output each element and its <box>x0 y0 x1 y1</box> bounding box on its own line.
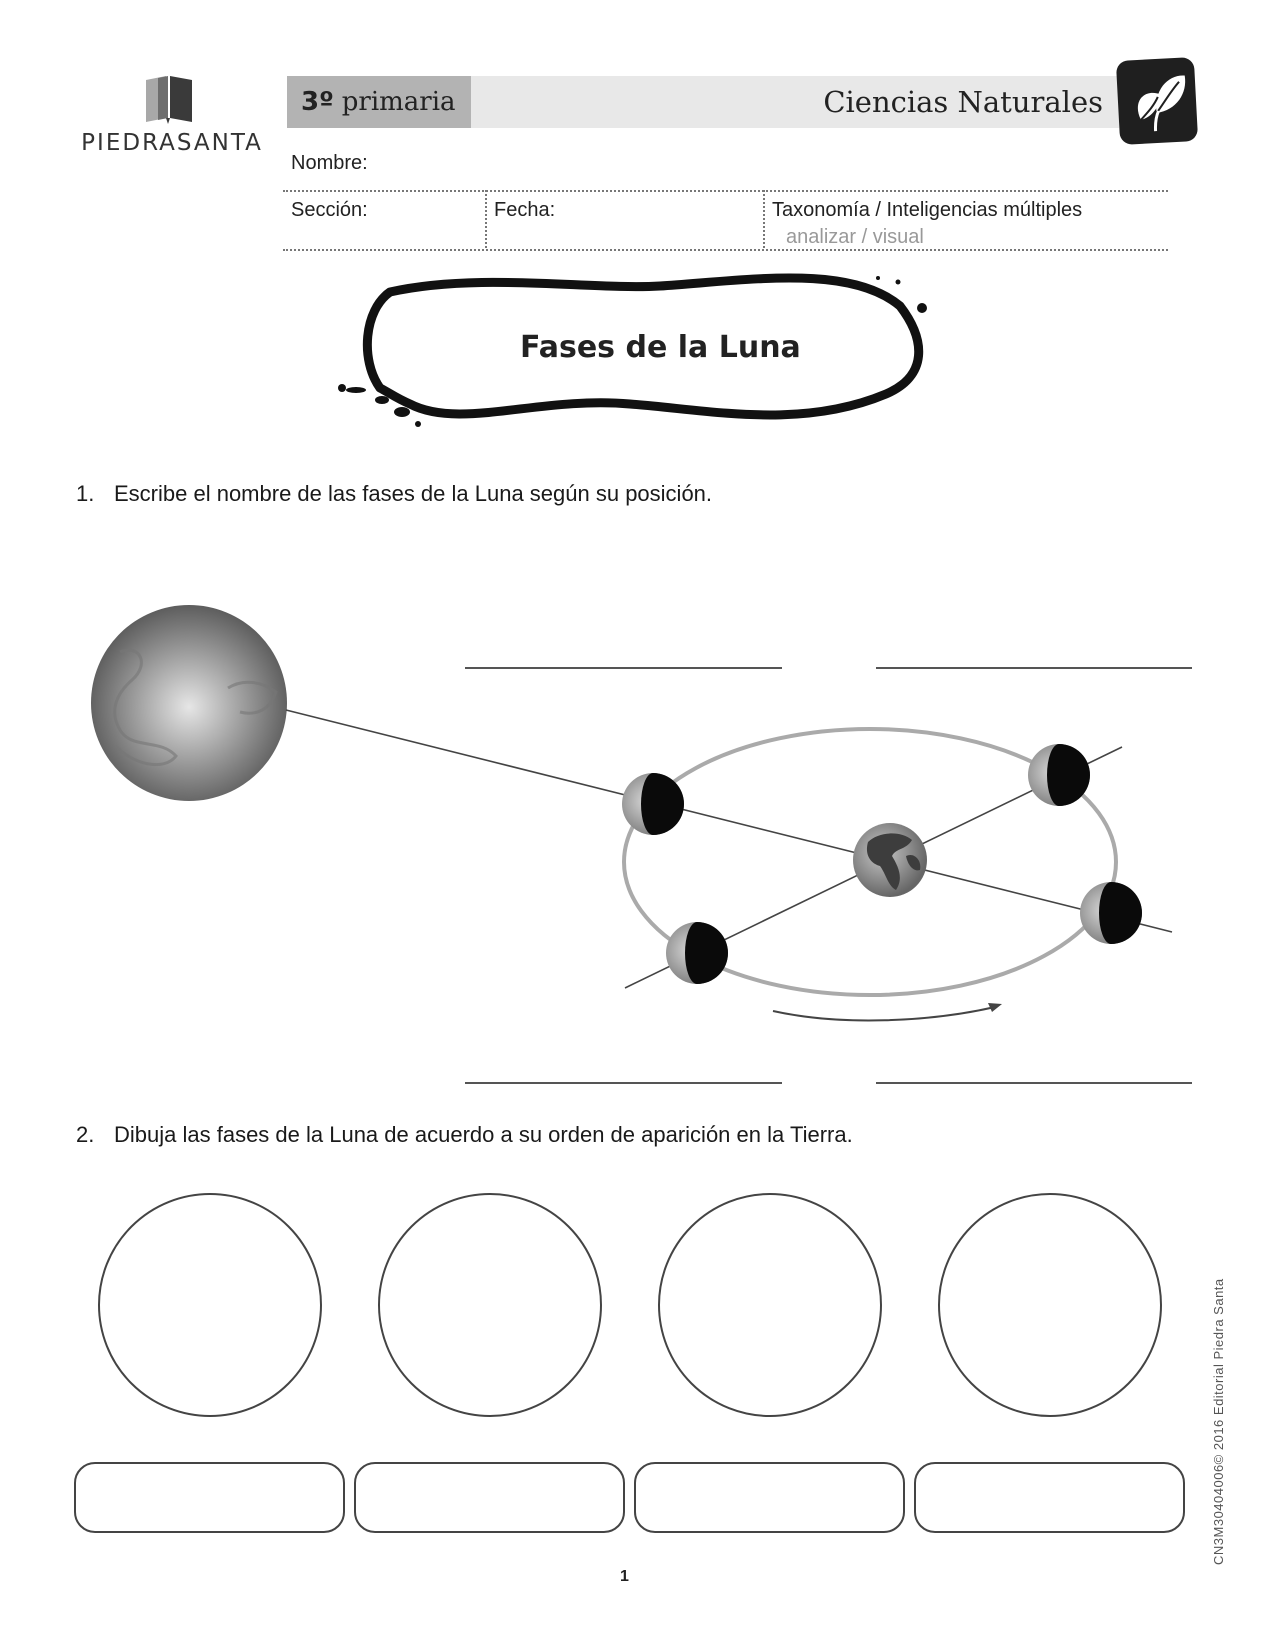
form-divider <box>485 190 487 248</box>
moon-phases-diagram <box>0 560 1275 1100</box>
moon <box>622 773 684 835</box>
page-number: 1 <box>620 1568 629 1585</box>
orbit-arrow <box>773 1007 995 1020</box>
moon <box>1080 882 1142 944</box>
label-box[interactable] <box>75 1463 344 1532</box>
grade-label <box>287 76 471 128</box>
grade-number: 3º <box>301 87 334 117</box>
question-text: Dibuja las fases de la Luna de acuerdo a su orden de aparición en la Tierra. <box>114 1122 853 1147</box>
taxonomy-value: analizar / visual <box>786 226 924 248</box>
question-number: 1. <box>76 481 95 506</box>
form-divider-top <box>283 190 1168 192</box>
question-1 <box>76 481 712 507</box>
form-divider-bottom <box>283 249 1168 251</box>
date-label: Fecha: <box>494 199 556 221</box>
form-divider <box>763 190 765 248</box>
moon <box>1028 744 1090 806</box>
label-box[interactable] <box>355 1463 624 1532</box>
book-icon <box>144 74 194 124</box>
subject-title <box>471 76 1119 128</box>
drawing-section <box>0 1190 1200 1540</box>
question-2 <box>76 1122 853 1148</box>
subject-text: Ciencias Naturales <box>823 85 1103 119</box>
publisher-name: PIEDRASANTA <box>81 130 263 156</box>
drawing-circle[interactable] <box>379 1194 601 1416</box>
copyright-code: CN3M30404006© 2016 Editorial Piedra Santa <box>1211 1278 1226 1565</box>
section-label: Sección: <box>291 199 368 221</box>
page-title: Fases de la Luna <box>520 330 801 365</box>
drawing-circle[interactable] <box>99 1194 321 1416</box>
label-box[interactable] <box>915 1463 1184 1532</box>
publisher-logo <box>72 74 272 164</box>
earth <box>853 823 927 897</box>
sun-ray-line <box>286 710 1172 932</box>
question-number: 2. <box>76 1122 95 1147</box>
grade-text: primaria <box>341 87 456 117</box>
taxonomy-label: Taxonomía / Inteligencias múltiples <box>772 199 1083 221</box>
name-label: Nombre: <box>291 152 368 174</box>
leaf-icon <box>1116 57 1198 145</box>
moon <box>666 922 728 984</box>
drawing-circle[interactable] <box>659 1194 881 1416</box>
label-box[interactable] <box>635 1463 904 1532</box>
question-text: Escribe el nombre de las fases de la Luna según su posición. <box>114 481 713 506</box>
sun <box>91 605 287 801</box>
drawing-circle[interactable] <box>939 1194 1161 1416</box>
